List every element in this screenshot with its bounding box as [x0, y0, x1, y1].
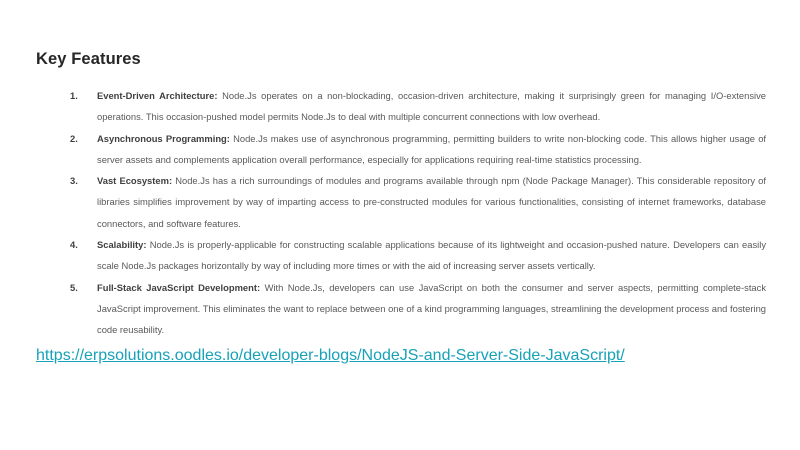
list-item-number: 5.: [70, 281, 78, 293]
list-item-text: Node.Js has a rich surroundings of modules and programs available through npm (Node Package Manager). This considerable repository of libraries simplifies improvement by way of imparting access to pre-constructed modules for various functionalities, consisting of internet frameworks, database connectors, and software features.: [97, 175, 766, 229]
list-item-text: Node.Js is properly-applicable for constructing scalable applications because of its lightweight and occasion-pushed nature. Developers can easily scale Node.Js packages horizontally by way of including more times or with the aid of increasing server assets vertically.: [97, 239, 767, 272]
list-item-body: [97, 85, 766, 128]
list-item: [70, 128, 766, 171]
list-item-text: Node.Js makes use of asynchronous programming, permitting builders to write non-blocking code. This allows higher usage of server assets and complements application overall performance, especially for applications requiring real-time statistics processing.: [97, 132, 767, 165]
list-item-title: Scalability:: [97, 239, 147, 251]
list-item: [70, 170, 766, 234]
list-item-number: 4.: [70, 239, 78, 251]
list-item-title: Vast Ecosystem:: [97, 175, 173, 187]
list-item: [70, 277, 766, 341]
list-item-number: 1.: [70, 90, 78, 101]
list-item-body: [97, 234, 766, 277]
blog-link[interactable]: https://erpsolutions.oodles.io/developer-blogs/NodeJS-and-Server-Side-JavaScript/: [36, 347, 625, 364]
page-title: Key Features: [36, 50, 141, 68]
list-item-body: [97, 170, 766, 234]
list-item: [70, 234, 766, 277]
list-item-body: [97, 128, 766, 171]
list-item-body: [97, 277, 766, 341]
list-item-title: Full-Stack JavaScript Development:: [97, 281, 261, 293]
list-item-text: With Node.Js, developers can use JavaScript on both the consumer and server aspects, permitting complete-stack JavaScript improvement. This eliminates the want to replace between one of a kind programming languages, streamlining the development process and fostering code reusability.: [97, 281, 767, 336]
feature-list: [70, 85, 766, 341]
list-item-title: Event-Driven Architecture:: [97, 90, 218, 101]
list-item-number: 3.: [70, 175, 78, 187]
list-item-title: Asynchronous Programming:: [97, 132, 230, 144]
list-item-number: 2.: [70, 132, 78, 144]
list-item-text: Node.Js operates on a non-blockading, occasion-driven architecture, making it surprisingly green for managing I/O-extensive operations. This occasion-pushed model permits Node.Js to deal with multiple concurrent connections with low overhead.: [97, 90, 766, 123]
list-item: [70, 85, 766, 128]
